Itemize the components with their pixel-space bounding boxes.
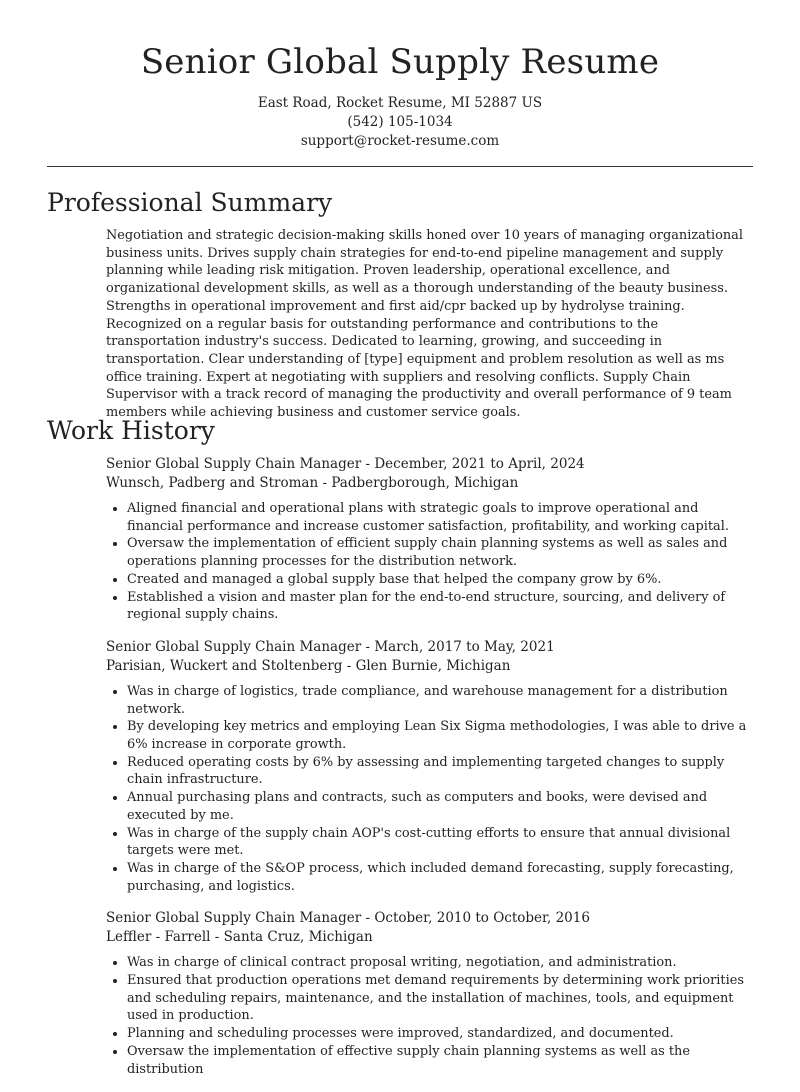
separator: - [365,910,375,927]
job-company-line [106,474,758,493]
job-header [106,638,758,676]
job-bullet: • Annual purchasing plans and contracts, such as computers and books, were devised and executed by me. [127,789,758,824]
contact-address: East Road, Rocket Resume, MI 52887 US [257,95,543,111]
job-title-line [106,638,758,657]
job-bullet: • Oversaw the implementation of efficient supply chain planning systems as well as sales and operations planning processes for the distribution network. [127,535,758,570]
job-entry [106,455,758,624]
job-position: Senior Global Supply Chain Manager [106,456,362,472]
job-bullet: • Was in charge of the supply chain AOP's cost-cutting efforts to ensure that annual divisional targets were met. [127,825,758,860]
separator: - [322,475,332,491]
job-dates: December, 2021 to April, 2024 [374,456,585,472]
separator: - [365,456,375,472]
job-bullet: • Was in charge of the S&OP process, which included demand forecasting, supply forecasting, purchasing, and logistics. [127,860,758,895]
job-position: Senior Global Supply Chain Manager [106,910,362,927]
job-bullet: • Planning and scheduling processes were improved, standardized, and documented. [127,1025,758,1043]
job-bullet: • Reduced operating costs by 6% by assessing and implementing targeted changes to supply chain infrastructure. [127,754,758,789]
summary-text: Negotiation and strategic decision-making skills honed over 10 years of managing organizational business units. Drives supply chain strategies for end-to-end pipeline management and supply planning while leading risk mitigation. Proven leadership, operational excellence, and organizational development skills, as well as a thorough understanding of the beauty business. Strengths in operational improvement and first aid/cpr backed up by hydrolyse training. Recognized on a regular basis for outstanding performance and contributions to the transportation industry's success. Dedicated to learning, growing, and succeeding in transportation. Clear understanding of [type] equipment and problem resolution as well as ms office training. Expert at negotiating with suppliers and resolving conflicts. Supply Chain Supervisor with a track record of managing the productivity and overall performance of 9 team members while achieving business and customer service goals. [106,228,743,421]
work-history-heading: Work History [47,416,215,445]
job-company-line [106,657,758,676]
separator: - [365,638,375,655]
job-location: Glen Burnie, Michigan [355,657,511,674]
contact-phone: (542) 105-1034 [347,114,453,130]
separator: - [346,657,356,674]
job-title-line [106,455,758,474]
job-bullets [106,954,758,1078]
job-bullet: • Established a vision and master plan for the end-to-end structure, sourcing, and delivery of regional supply chains. [127,589,758,624]
work-history-list [106,455,758,1092]
separator: - [214,929,224,946]
job-bullet: • Created and managed a global supply base that helped the company grow by 6%. [127,571,758,589]
job-bullet: • By developing key metrics and employing Lean Six Sigma methodologies, I was able to drive a 6% increase in corporate growth. [127,718,758,753]
resume-header [0,0,800,151]
job-dates: October, 2010 to October, 2016 [374,910,590,927]
job-entry [106,638,758,895]
job-company: Parisian, Wuckert and Stoltenberg [106,657,343,674]
contact-info [0,94,800,151]
job-bullet: • Was in charge of clinical contract proposal writing, negotiation, and administration. [127,954,758,972]
summary-heading: Professional Summary [47,188,333,217]
job-bullet: • Aligned financial and operational plans with strategic goals to improve operational and financial performance and increase customer satisfaction, profitability, and working capital. [127,500,758,535]
job-header [106,455,758,493]
job-location: Santa Cruz, Michigan [223,929,373,946]
job-header [106,909,758,947]
job-bullet: • Oversaw the implementation of effective supply chain planning systems as well as the distribution [127,1043,758,1078]
job-bullet: • Ensured that production operations met demand requirements by determining work priorities and scheduling repairs, maintenance, and the installation of machines, tools, and equipment used in production. [127,972,758,1025]
job-title-line [106,909,758,928]
job-company: Wunsch, Padberg and Stroman [106,475,319,491]
job-company-line [106,928,758,947]
job-bullets [106,500,758,624]
job-position: Senior Global Supply Chain Manager [106,638,362,655]
header-divider [47,166,753,167]
job-location: Padbergborough, Michigan [331,475,519,491]
contact-email: support@rocket-resume.com [300,133,500,149]
job-company: Leffler - Farrell [106,929,211,946]
job-entry [106,909,758,1078]
job-bullet: • Was in charge of logistics, trade compliance, and warehouse management for a distribution network. [127,683,758,718]
resume-title: Senior Global Supply Resume [140,42,660,82]
job-dates: March, 2017 to May, 2021 [374,638,555,655]
job-bullets [106,683,758,895]
